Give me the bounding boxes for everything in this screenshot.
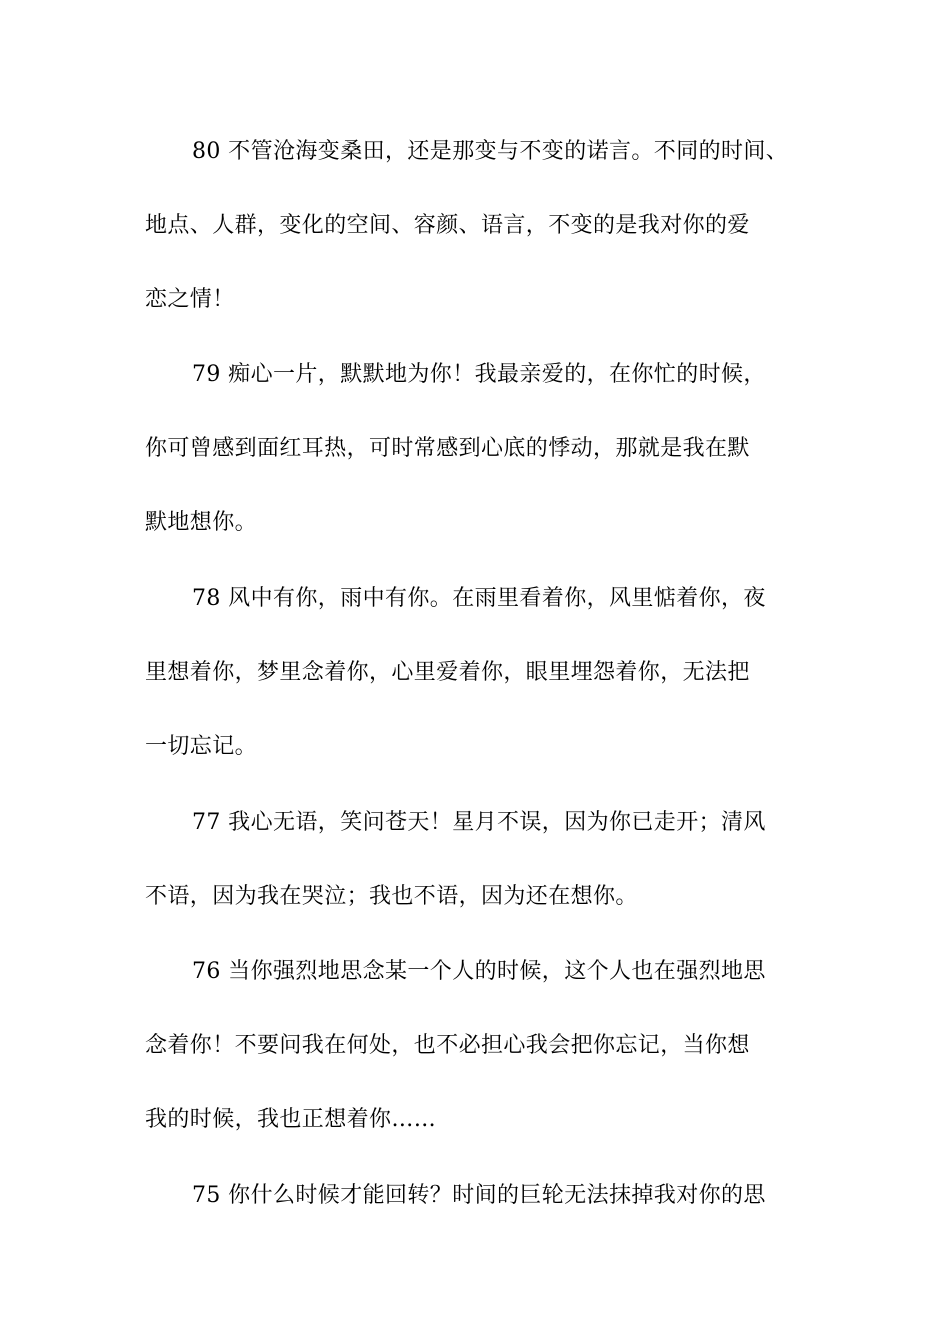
paragraph-79-line-3: 默地想你。 xyxy=(145,510,258,535)
paragraph-79-line-2: 你可曾感到面红耳热，可时常感到心底的悸动，那就是我在默 xyxy=(145,436,750,461)
paragraph-78-line-1: 78 风中有你，雨中有你。在雨里看着你，风里惦着你，夜 xyxy=(192,586,766,611)
paragraph-78-line-3: 一切忘记。 xyxy=(145,734,258,759)
paragraph-77-line-2: 不语，因为我在哭泣；我也不语，因为还在想你。 xyxy=(145,884,638,909)
paragraph-79-line-1: 79 痴心一片，默默地为你！我最亲爱的，在你忙的时候， xyxy=(192,362,766,387)
paragraph-76-line-2: 念着你！不要问我在何处，也不必担心我会把你忘记，当你想 xyxy=(145,1033,750,1058)
paragraph-76-line-1: 76 当你强烈地思念某一个人的时候，这个人也在强烈地思 xyxy=(192,959,766,984)
paragraph-76-line-3: 我的时候，我也正想着你…… xyxy=(145,1107,437,1132)
paragraph-78-line-2: 里想着你，梦里念着你，心里爱着你，眼里埋怨着你，无法把 xyxy=(145,660,750,685)
paragraph-75-line-1: 75 你什么时候才能回转？时间的巨轮无法抹掉我对你的思 xyxy=(192,1183,766,1208)
paragraph-80-line-3: 恋之情！ xyxy=(145,287,235,312)
paragraph-80-line-1: 80 不管沧海变桑田，还是那变与不变的诺言。不同的时间、 xyxy=(192,139,789,164)
paragraph-80-line-2: 地点、人群，变化的空间、容颜、语言，不变的是我对你的爱 xyxy=(145,213,750,238)
paragraph-77-line-1: 77 我心无语，笑问苍天！星月不误，因为你已走开；清风 xyxy=(192,810,766,835)
